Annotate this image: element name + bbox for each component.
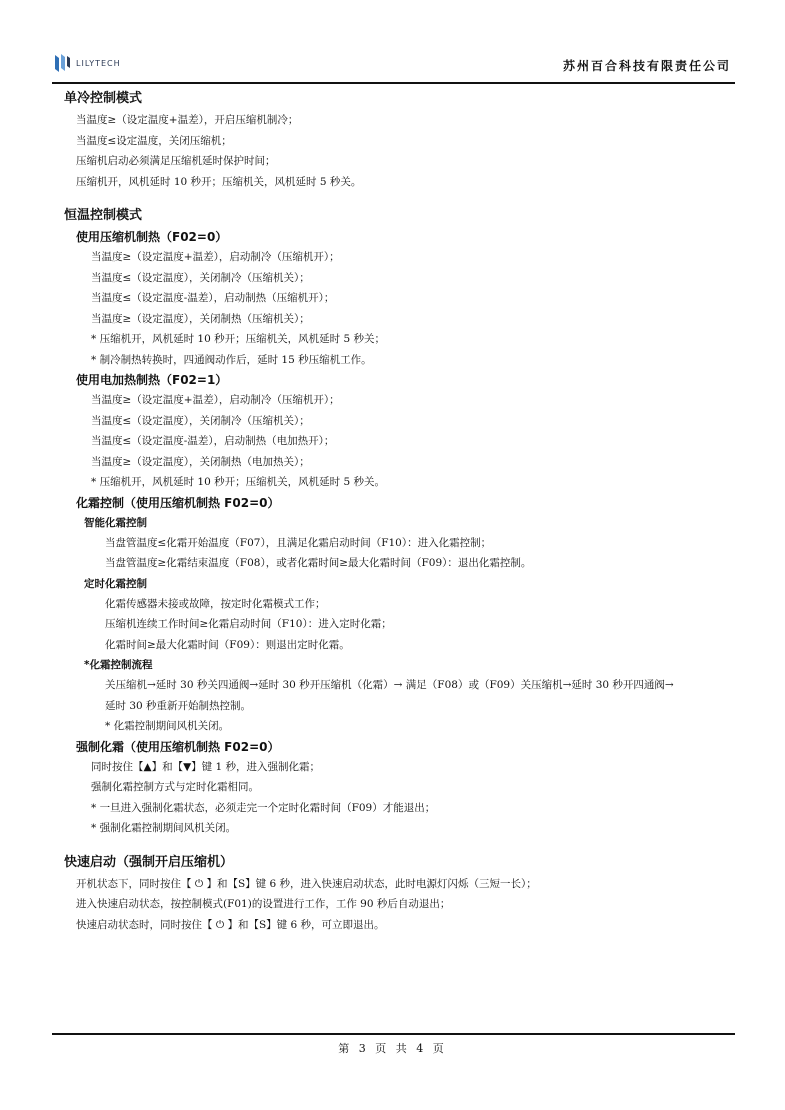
document-body <box>64 88 734 935</box>
subheading-timed-defrost: 定时化霜控制 <box>84 577 147 590</box>
paragraph-line: 化霜传感器未接或故障，按定时化霜模式工作； <box>105 597 326 610</box>
subheading-defrost: 化霜控制（使用压缩机制热 F02=0） <box>76 495 280 510</box>
subheading-forced-defrost: 强制化霜（使用压缩机制热 F02=0） <box>76 739 280 754</box>
paragraph-line: 当盘管温度≥化霜结束温度（F08），或者化霜时间≥最大化霜时间（F09）：退出化霜控制。 <box>105 557 532 569</box>
note-line: * 化霜控制期间风机关闭。 <box>105 720 230 732</box>
paragraph-line: 开机状态下，同时按住【 ⏻ 】和【S】键 6 秒，进入快速启动状态，此时电源灯闪烁（三短一长）； <box>76 877 537 890</box>
paragraph-line: 当温度≤（设定温度），关闭制冷（压缩机关）； <box>91 271 310 284</box>
paragraph-line: 当温度≤设定温度，关闭压缩机； <box>76 134 232 147</box>
paragraph-line: 压缩机开，风机延时 10 秒开；压缩机关，风机延时 5 秒关。 <box>76 175 362 188</box>
logo-text: LILYTECH <box>76 58 121 68</box>
paragraph-line: 化霜时间≥最大化霜时间（F09）：则退出定时化霜。 <box>105 638 350 651</box>
note-line: * 压缩机开，风机延时 10 秒开；压缩机关，风机延时 5 秒关； <box>91 333 385 345</box>
paragraph-line: 当温度≥（设定温度+温差），启动制冷（压缩机开）； <box>91 251 340 263</box>
company-name: 苏州百合科技有限责任公司 <box>562 59 731 73</box>
note-line: * 强制化霜控制期间风机关闭。 <box>91 822 237 834</box>
company-logo <box>52 52 121 74</box>
page-header <box>52 44 735 80</box>
subheading-electric-heat: 使用电加热制热（F02=1） <box>76 373 228 387</box>
paragraph-line: 当温度≤（设定温度），关闭制冷（压缩机关）； <box>91 414 310 427</box>
paragraph-line: 同时按住【▲】和【▼】键 1 秒，进入强制化霜； <box>91 760 321 773</box>
section-heading-constant-temp: 恒温控制模式 <box>64 208 143 223</box>
paragraph-line: 强制化霜控制方式与定时化霜相同。 <box>91 781 259 793</box>
note-line: * 制冷制热转换时，四通阀动作后，延时 15 秒压缩机工作。 <box>91 353 372 366</box>
paragraph-line: 关压缩机→延时 30 秒关四通阀→延时 30 秒开压缩机（化霜）→ 满足（F08）或（F09）关压缩机→延时 30 秒开四通阀→ <box>105 679 674 691</box>
paragraph-line: 快速启动状态时，同时按住【 ⏻ 】和【S】键 6 秒，可立即退出。 <box>76 918 385 931</box>
paragraph-line: 压缩机启动必须满足压缩机延时保护时间； <box>76 155 276 167</box>
paragraph-line: 当温度≥（设定温度），关闭制热（电加热关）； <box>91 455 310 468</box>
paragraph-line: 当温度≥（设定温度），关闭制热（压缩机关）； <box>91 312 310 325</box>
footer-divider <box>52 1033 735 1035</box>
paragraph-line: 当温度≥（设定温度+温差），开启压缩机制冷； <box>76 114 299 126</box>
paragraph-line: 进入快速启动状态，按控制模式(F01)的设置进行工作，工作 90 秒后自动退出； <box>76 898 451 910</box>
subheading-compressor-heat: 使用压缩机制热（F02=0） <box>76 230 228 244</box>
note-line: * 压缩机开，风机延时 10 秒开；压缩机关，风机延时 5 秒关。 <box>91 476 385 488</box>
paragraph-line: 当盘管温度≤化霜开始温度（F07），且满足化霜启动时间（F10）：进入化霜控制； <box>105 536 492 549</box>
lilytech-logo-icon <box>52 52 72 74</box>
header-divider <box>52 82 735 84</box>
section-heading-quick-start: 快速启动（强制开启压缩机） <box>64 854 234 870</box>
section-heading-single-cool: 单冷控制模式 <box>64 91 143 106</box>
subheading-smart-defrost: 智能化霜控制 <box>84 516 147 529</box>
paragraph-line: 压缩机连续工作时间≥化霜启动时间（F10）：进入定时化霜； <box>105 618 392 630</box>
page-number: 第 3 页 共 4 页 <box>338 1042 447 1055</box>
paragraph-line: 当温度≥（设定温度+温差），启动制冷（压缩机开）； <box>91 394 340 406</box>
paragraph-line: 当温度≤（设定温度-温差），启动制热（电加热开）； <box>91 435 335 447</box>
subheading-defrost-flow: *化霜控制流程 <box>84 659 153 671</box>
note-line: * 一旦进入强制化霜状态，必须走完一个定时化霜时间（F09）才能退出； <box>91 801 436 814</box>
paragraph-line: 当温度≤（设定温度-温差），启动制热（压缩机开）； <box>91 292 335 304</box>
paragraph-line: 延时 30 秒重新开始制热控制。 <box>105 699 252 712</box>
